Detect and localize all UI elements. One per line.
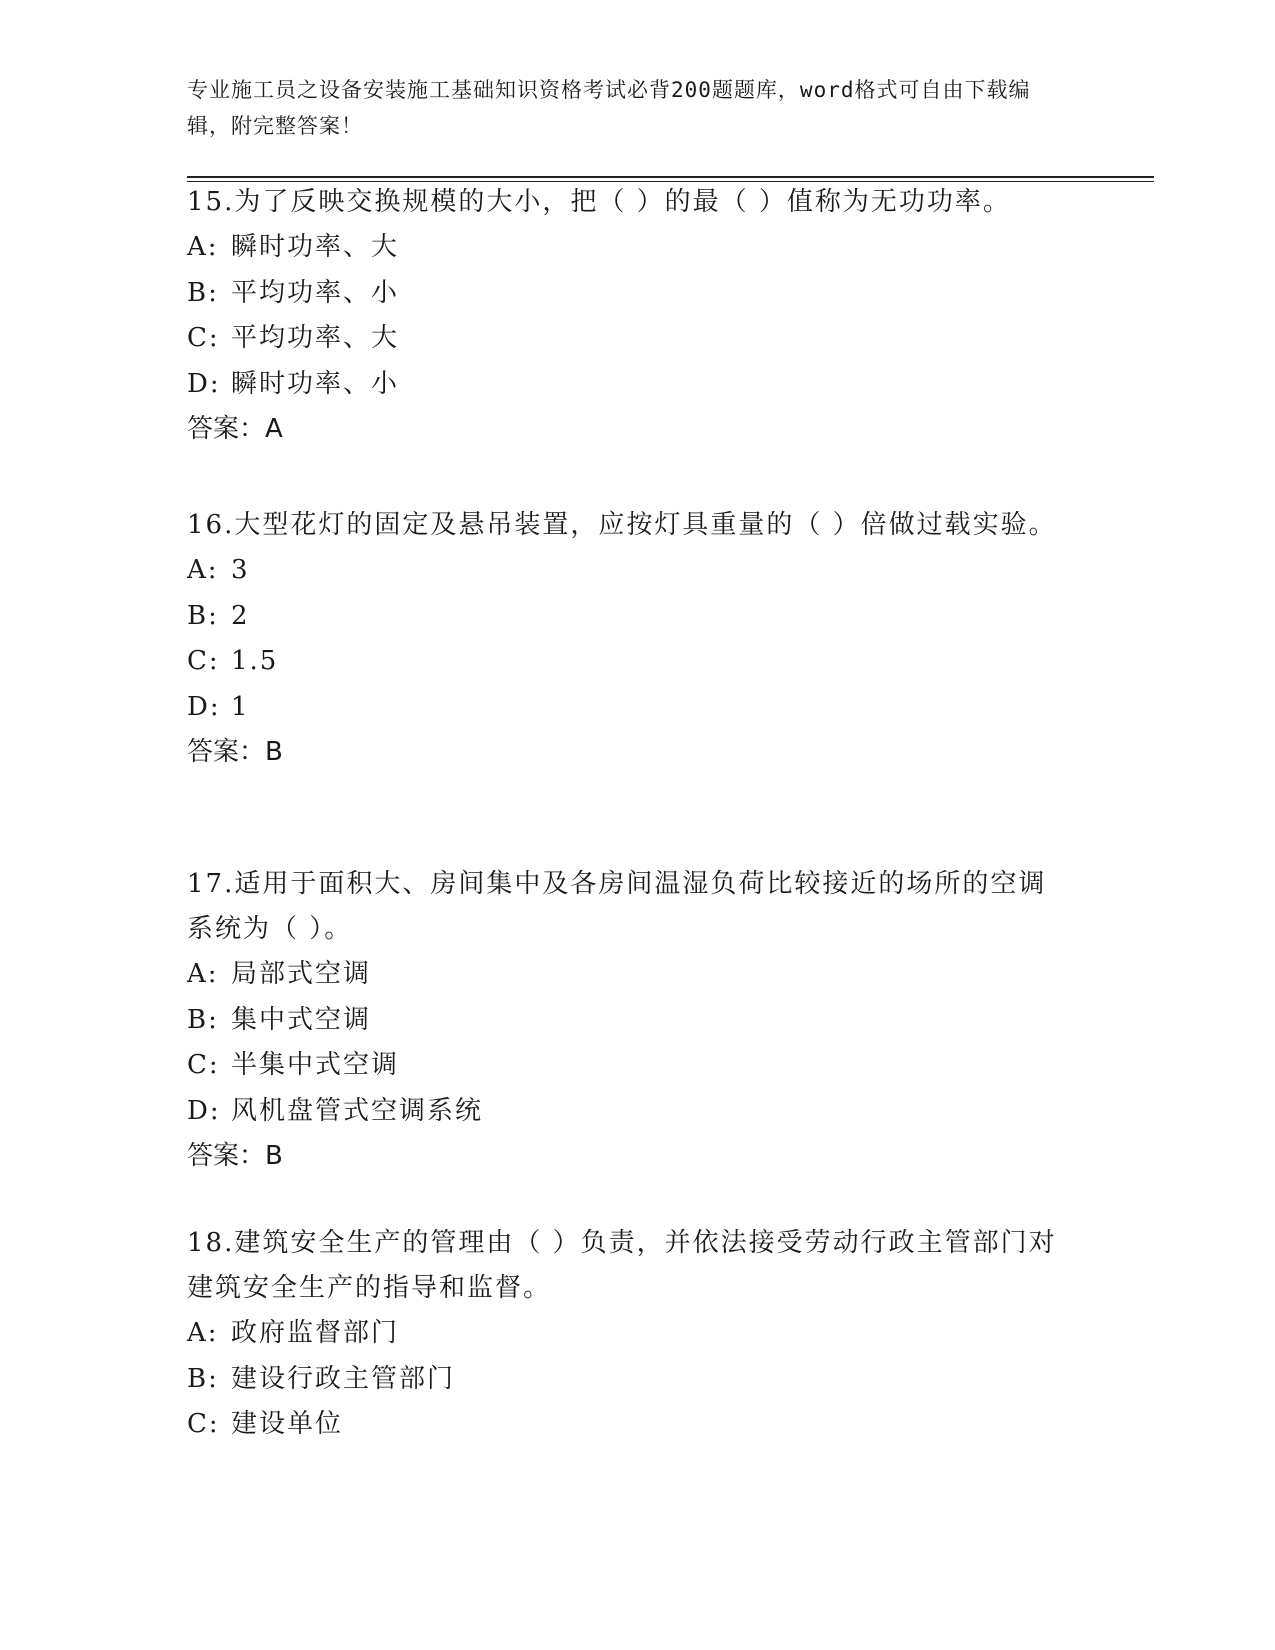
option-a	[187, 225, 1067, 271]
answer: 答案：B	[187, 1141, 283, 1171]
answer: 答案：B	[187, 737, 283, 767]
option-letter: D:	[187, 1095, 221, 1126]
option-d	[187, 362, 1067, 408]
question-15	[187, 180, 1067, 453]
option-letter: A:	[187, 232, 219, 262]
option-text: 平均功率、小	[231, 277, 400, 308]
option-letter: D:	[187, 691, 221, 722]
option-letter: B:	[187, 1363, 219, 1394]
option-a	[187, 548, 1067, 594]
option-text: 1	[231, 691, 250, 722]
option-a	[187, 1311, 1067, 1357]
question-17	[187, 862, 1067, 1180]
option-letter: C:	[187, 646, 220, 676]
question-text: 17.适用于面积大、房间集中及各房间温湿负荷比较接近的场所的空调系统为（ ）。	[187, 869, 1047, 944]
option-c	[187, 316, 1067, 362]
option-text: 瞬时功率、大	[231, 232, 400, 262]
option-text: 半集中式空调	[231, 1050, 400, 1080]
option-letter: D:	[187, 368, 221, 399]
option-text: 1.5	[231, 646, 279, 676]
header-divider-thick	[187, 176, 1154, 178]
document-title: 专业施工员之设备安装施工基础知识资格考试必背200题题库，word格式可自由下载编辑，附完整答案！	[187, 78, 1031, 138]
option-a	[187, 952, 1067, 998]
option-text: 建设单位	[231, 1409, 344, 1439]
option-text: 3	[231, 555, 250, 585]
option-text: 局部式空调	[231, 959, 372, 989]
option-text: 2	[231, 600, 250, 631]
question-text: 15.为了反映交换规模的大小，把（ ）的最（ ）值称为无功功率。	[187, 187, 1011, 217]
option-b	[187, 998, 1067, 1044]
option-letter: C:	[187, 1409, 220, 1439]
question-text: 16.大型花灯的固定及悬吊装置，应按灯具重量的（ ）倍做过载实验。	[187, 510, 1057, 540]
option-letter: A:	[187, 555, 219, 585]
option-letter: A:	[187, 959, 219, 989]
answer: 答案：A	[187, 414, 283, 444]
option-letter: C:	[187, 1050, 220, 1080]
option-letter: A:	[187, 1318, 219, 1348]
question-text: 18.建筑安全生产的管理由（ ）负责，并依法接受劳动行政主管部门对建筑安全生产的指导和监督。	[187, 1228, 1057, 1303]
question-16	[187, 503, 1067, 776]
option-text: 集中式空调	[231, 1004, 372, 1035]
option-b	[187, 594, 1067, 640]
option-text: 瞬时功率、小	[231, 368, 400, 399]
option-c	[187, 1043, 1067, 1089]
option-text: 风机盘管式空调系统	[231, 1095, 484, 1126]
option-c	[187, 1402, 1067, 1448]
option-d	[187, 685, 1067, 731]
option-d	[187, 1089, 1067, 1135]
option-letter: B:	[187, 1004, 219, 1035]
option-c	[187, 639, 1067, 685]
option-letter: C:	[187, 323, 220, 353]
document-header	[187, 72, 1067, 144]
option-letter: B:	[187, 277, 219, 308]
question-18	[187, 1221, 1067, 1448]
option-text: 建设行政主管部门	[231, 1363, 456, 1394]
option-b	[187, 1357, 1067, 1403]
option-text: 平均功率、大	[231, 323, 400, 353]
option-b	[187, 271, 1067, 317]
option-letter: B:	[187, 600, 219, 631]
option-text: 政府监督部门	[231, 1318, 400, 1348]
